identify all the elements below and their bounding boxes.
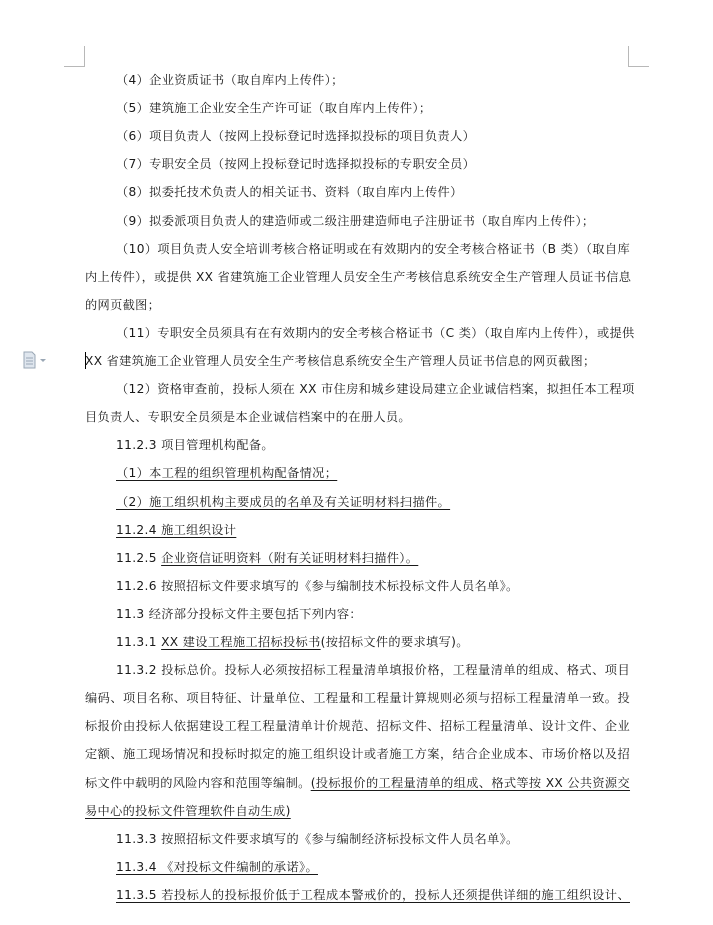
document-line bbox=[85, 825, 630, 853]
line-text: （6）项目负责人（按网上投标登记时选择拟投标的项目负责人） bbox=[116, 129, 476, 144]
line-text: （11）专职安全员须具有在有效期内的安全考核合格证书（C 类）（取自库内上传件），或提供 bbox=[116, 325, 635, 340]
document-line bbox=[85, 769, 630, 797]
line-text: （2）施工组织机构主要成员的名单及有关证明材料扫描件。 bbox=[116, 494, 451, 509]
line-text: （7）专职安全员（按网上投标登记时选择拟投标的专职安全员） bbox=[116, 157, 476, 172]
line-text: 11.2.6 按照招标文件要求填写的《参与编制技术标投标文件人员名单》。 bbox=[116, 578, 519, 593]
document-line bbox=[85, 431, 630, 459]
document-page-icon[interactable] bbox=[22, 351, 50, 369]
line-text: 标报价由投标人依据建设工程工程量清单计价规范、招标文件、招标工程量清单、设计文件、企业 bbox=[85, 719, 630, 734]
line-text: 11.3.4 《对投标文件编制的承诺》。 bbox=[116, 859, 318, 874]
document-line bbox=[85, 66, 630, 94]
line-text: 编码、项目名称、项目特征、计量单位、工程量和工程量计算规则必须与招标工程量清单一致。投 bbox=[85, 691, 630, 706]
line-text: 目负责人、专职安全员须是本企业诚信档案中的在册人员。 bbox=[85, 410, 411, 425]
line-text: （5）建筑施工企业安全生产许可证（取自库内上传件）； bbox=[116, 101, 432, 116]
line-text: 的网页截图； bbox=[85, 297, 161, 312]
line-text: XX 省建筑施工企业管理人员安全生产考核信息系统安全生产管理人员证书信息的网页截图； bbox=[85, 354, 596, 368]
line-text: 标文件中载明的风险内容和范围等编制。 bbox=[85, 775, 311, 790]
document-line bbox=[85, 656, 630, 684]
document-line bbox=[85, 600, 630, 628]
document-line bbox=[85, 122, 630, 150]
document-line bbox=[85, 797, 630, 825]
margin-mark-left-vertical bbox=[84, 46, 85, 66]
document-line bbox=[85, 488, 630, 516]
line-text: 内上传件），或提供 XX 省建筑施工企业管理人员安全生产考核信息系统安全生产管理人员证书信息 bbox=[85, 269, 632, 284]
line-text: (投标报价的工程量清单的组成、格式等按 XX 公共资源交 bbox=[310, 775, 631, 790]
document-line bbox=[85, 628, 630, 656]
line-text: 11.3.5 若投标人的投标报价低于工程成本警戒价的，投标人还须提供详细的施工组织设计、 bbox=[116, 887, 630, 902]
document-line bbox=[85, 459, 630, 487]
document-line bbox=[85, 375, 635, 403]
line-text: (按招标文件的要求填写)。 bbox=[320, 635, 469, 649]
document-line bbox=[85, 291, 630, 319]
document-line bbox=[85, 544, 630, 572]
document-line bbox=[85, 347, 630, 375]
document-line bbox=[85, 319, 635, 347]
document-line bbox=[85, 516, 630, 544]
document-line bbox=[85, 403, 630, 431]
line-text: 定额、施工现场情况和投标时拟定的施工组织设计或者施工方案，结合企业成本、市场价格以及招 bbox=[85, 747, 630, 762]
line-text: 11.2.5 bbox=[116, 550, 162, 565]
document-line bbox=[85, 235, 630, 263]
margin-mark-left-horizontal bbox=[64, 66, 85, 67]
line-text: （1）本工程的组织管理机构配备情况； bbox=[116, 466, 338, 481]
document-line bbox=[85, 207, 630, 235]
document-line bbox=[85, 881, 630, 909]
line-text: 11.2.4 施工组织设计 bbox=[116, 522, 237, 537]
document-line bbox=[85, 740, 630, 768]
line-text: （10）项目负责人安全培训考核合格证明或在有效期内的安全考核合格证书（B 类）（取自库 bbox=[116, 241, 630, 256]
document-line bbox=[85, 150, 630, 178]
document-line bbox=[85, 263, 630, 291]
line-text: 11.3 经济部分投标文件主要包括下列内容： bbox=[116, 606, 362, 621]
line-text: （9）拟委派项目负责人的建造师或二级注册建造师电子注册证书（取自库内上传件）； bbox=[116, 213, 595, 228]
margin-mark-right-vertical bbox=[628, 46, 629, 66]
document-line bbox=[85, 178, 630, 206]
line-text: 企业资信证明资料（附有关证明材料扫描件）。 bbox=[161, 550, 419, 565]
document-line bbox=[85, 853, 630, 881]
document-line bbox=[85, 572, 630, 600]
line-text: 11.3.3 按照招标文件要求填写的《参与编制经济标投标文件人员名单》。 bbox=[116, 831, 519, 846]
line-text: （8）拟委托技术负责人的相关证书、资料（取自库内上传件） bbox=[116, 185, 463, 200]
margin-mark-right-horizontal bbox=[628, 66, 649, 67]
line-text: 易中心的投标文件管理软件自动生成) bbox=[85, 803, 291, 818]
line-text: （4）企业资质证书（取自库内上传件）； bbox=[116, 73, 344, 87]
document-line bbox=[85, 684, 630, 712]
line-text: 11.2.3 项目管理机构配备。 bbox=[116, 438, 274, 453]
line-text: 11.3.1 bbox=[116, 635, 162, 649]
document-line bbox=[85, 712, 630, 740]
line-text: （12）资格审查前，投标人须在 XX 市住房和城乡建设局建立企业诚信档案，拟担任本工程项 bbox=[116, 382, 635, 397]
line-text: XX 建设工程施工招标投标书 bbox=[161, 635, 321, 649]
line-text: 11.3.2 投标总价。投标人必须按招标工程量清单填报价格，工程量清单的组成、格式、项目 bbox=[116, 663, 630, 678]
document-line bbox=[85, 94, 630, 122]
